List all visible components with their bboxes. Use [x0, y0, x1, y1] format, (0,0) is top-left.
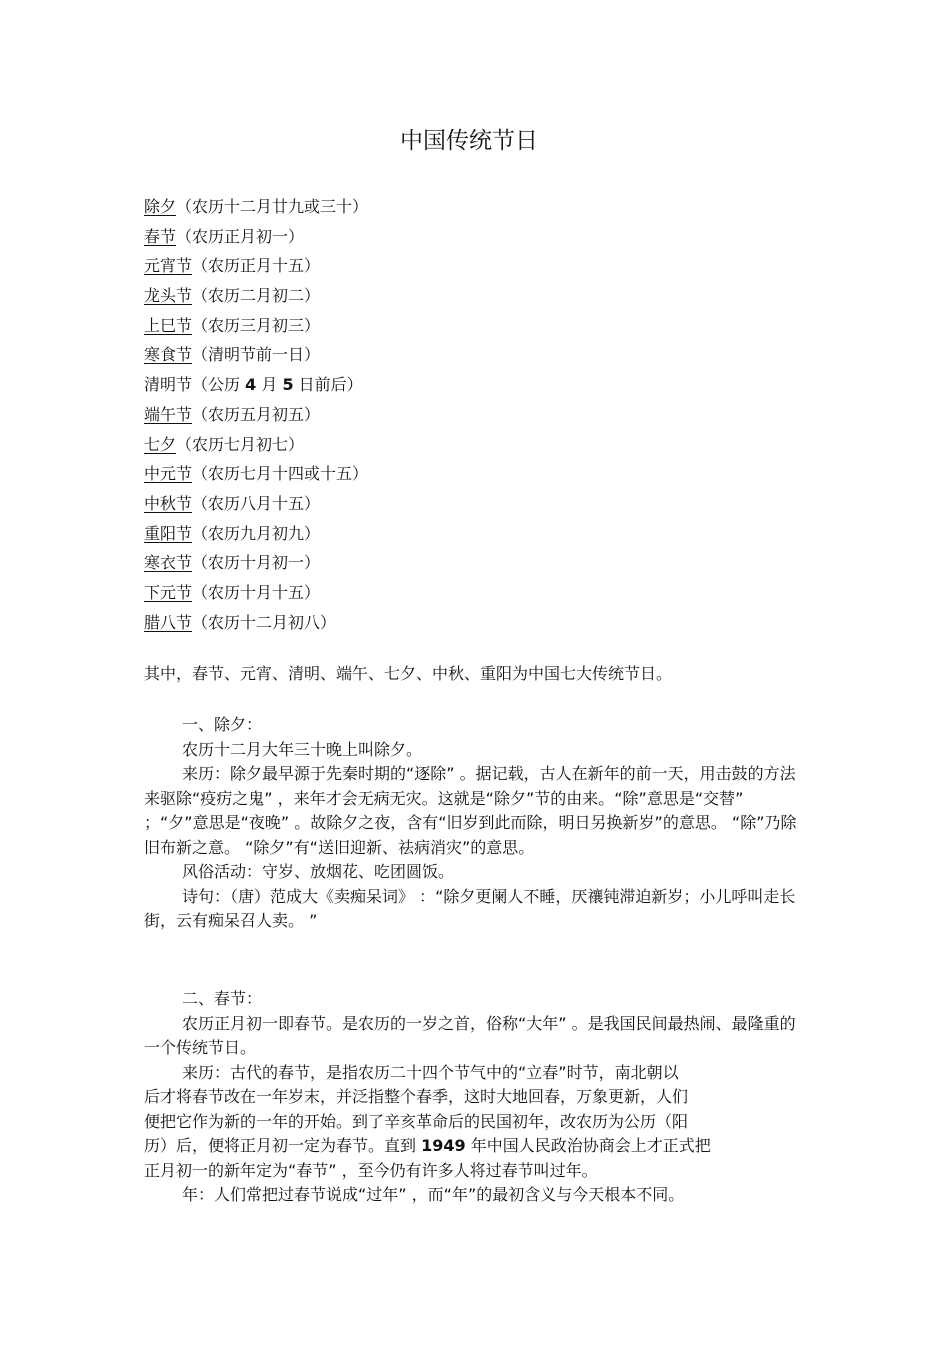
festival-name[interactable]: 下元节: [144, 582, 193, 602]
festival-name[interactable]: 中秋节: [144, 493, 193, 513]
festival-item: [144, 459, 368, 489]
festival-item: [144, 340, 368, 370]
festival-date: （农历七月初七）: [176, 434, 305, 454]
festival-item: [144, 400, 368, 430]
festival-date-part: 日前后）: [293, 375, 363, 395]
festival-date: （清明节前一日）: [192, 345, 321, 365]
festival-name[interactable]: 重阳节: [144, 523, 193, 543]
festival-date: （农历十二月初八）: [192, 612, 337, 632]
section-customs: 风俗活动：守岁、放烟花、吃团圆饭。: [182, 862, 455, 881]
festival-date-part: （公历: [192, 375, 246, 395]
festival-date: （农历八月十五）: [192, 493, 321, 513]
festival-item: [144, 251, 368, 281]
section-intro: 农历十二月大年三十晚上叫除夕。: [182, 739, 423, 759]
festival-date: （农历七月十四或十五）: [192, 464, 369, 484]
summary-paragraph: 其中，春节、元宵、清明、端午、七夕、中秋、重阳为中国七大传统节日。: [144, 664, 673, 683]
festival-item: [144, 608, 368, 638]
origin-line-text: 历）后，便将正月初一定为春节。直到: [144, 1136, 422, 1155]
festival-item: [144, 489, 368, 519]
festival-item: [144, 311, 368, 341]
festival-date-part: 4: [245, 375, 257, 395]
festival-date: （农历九月初九）: [192, 523, 321, 543]
year-1949: 1949: [421, 1136, 466, 1155]
section-chunjie: [144, 987, 804, 1208]
festival-item: [144, 430, 368, 460]
festival-date: （农历正月十五）: [192, 256, 321, 276]
festival-name[interactable]: 除夕: [144, 197, 177, 216]
festival-date: （农历三月初三）: [192, 315, 321, 335]
festival-name[interactable]: 元宵节: [144, 256, 193, 276]
festival-item: [144, 548, 368, 578]
festival-item: [144, 519, 368, 549]
festival-item: [144, 578, 368, 608]
festival-name[interactable]: 七夕: [144, 434, 177, 454]
origin-line-text: 年中国人民政治协商会上才正式把: [465, 1136, 711, 1155]
section-chuxi: [144, 713, 804, 934]
festival-date-part: 月: [256, 375, 283, 395]
page-title: 中国传统节日: [400, 128, 538, 154]
festival-name: 清明节: [144, 375, 193, 395]
festival-date: （农历十二月廿九或三十）: [176, 197, 369, 216]
festival-name[interactable]: 端午节: [144, 404, 193, 424]
festival-name[interactable]: 上巳节: [144, 315, 193, 335]
festival-date: （农历正月初一）: [176, 226, 305, 246]
origin-line: 后才将春节改在一年岁末，并泛指整个春季，这时大地回春，万象更新，人们: [144, 1087, 689, 1106]
origin-line: 便把它作为新的一年的开始。到了辛亥革命后的民国初年，改农历为公历（阳: [144, 1111, 689, 1131]
festival-name[interactable]: 龙头节: [144, 286, 193, 306]
section-origin: 来历：除夕最早源于先秦时期的“逐除” 。据记载，古人在新年的前一天，用击鼓的方法来驱除“疫疠之鬼” ，来年才会无病无灾。这就是“除夕”节的由来。“除”意思是“交替” ；“夕”意思是“夜晚” 。故除夕之夜，含有“旧岁到此而除，明日另换新岁”的意思。 “除”乃除旧布新之意。 “除夕”有“送旧迎新、祛病消灾”的意思。: [144, 764, 797, 857]
origin-line: 正月初一的新年定为“春节” ，至今仍有许多人将过春节叫过年。: [144, 1160, 598, 1180]
festival-date: （农历五月初五）: [192, 404, 321, 424]
section-heading: 二、春节：: [182, 989, 263, 1008]
festival-list: [144, 192, 368, 637]
festival-item: [144, 370, 368, 400]
section-intro: 农历正月初一即春节。是农历的一岁之首，俗称“大年” 。是我国民间最热闹、最隆重的一个传统节日。: [144, 1013, 796, 1057]
origin-line: 来历：古代的春节，是指农历二十四个节气中的“立春”时节，南北朝以: [182, 1062, 679, 1082]
section-origin: [144, 1061, 804, 1184]
festival-name[interactable]: 腊八节: [144, 612, 193, 632]
origin-line: [144, 1134, 804, 1159]
festival-name[interactable]: 寒衣节: [144, 553, 193, 573]
festival-item: [144, 222, 368, 252]
festival-date: （农历十月初一）: [192, 553, 321, 573]
festival-date: （农历十月十五）: [192, 582, 321, 602]
festival-item: [144, 281, 368, 311]
section-poem: 诗句：（唐）范成大《卖痴呆词》 ：“除夕更阑人不睡，厌禳钝滞迫新岁；小儿呼叫走长街，云有痴呆召人卖。 ”: [144, 886, 796, 930]
festival-item: [144, 192, 368, 222]
section-heading: 一、除夕：: [182, 715, 263, 734]
festival-name[interactable]: 寒食节: [144, 345, 193, 365]
festival-name[interactable]: 春节: [144, 226, 177, 246]
section-nian: 年：人们常把过春节说成“过年” ，而“年”的最初含义与今天根本不同。: [182, 1185, 685, 1204]
festival-date: （农历二月初二）: [192, 286, 321, 306]
festival-date-part: 5: [282, 375, 294, 395]
festival-name[interactable]: 中元节: [144, 464, 193, 484]
